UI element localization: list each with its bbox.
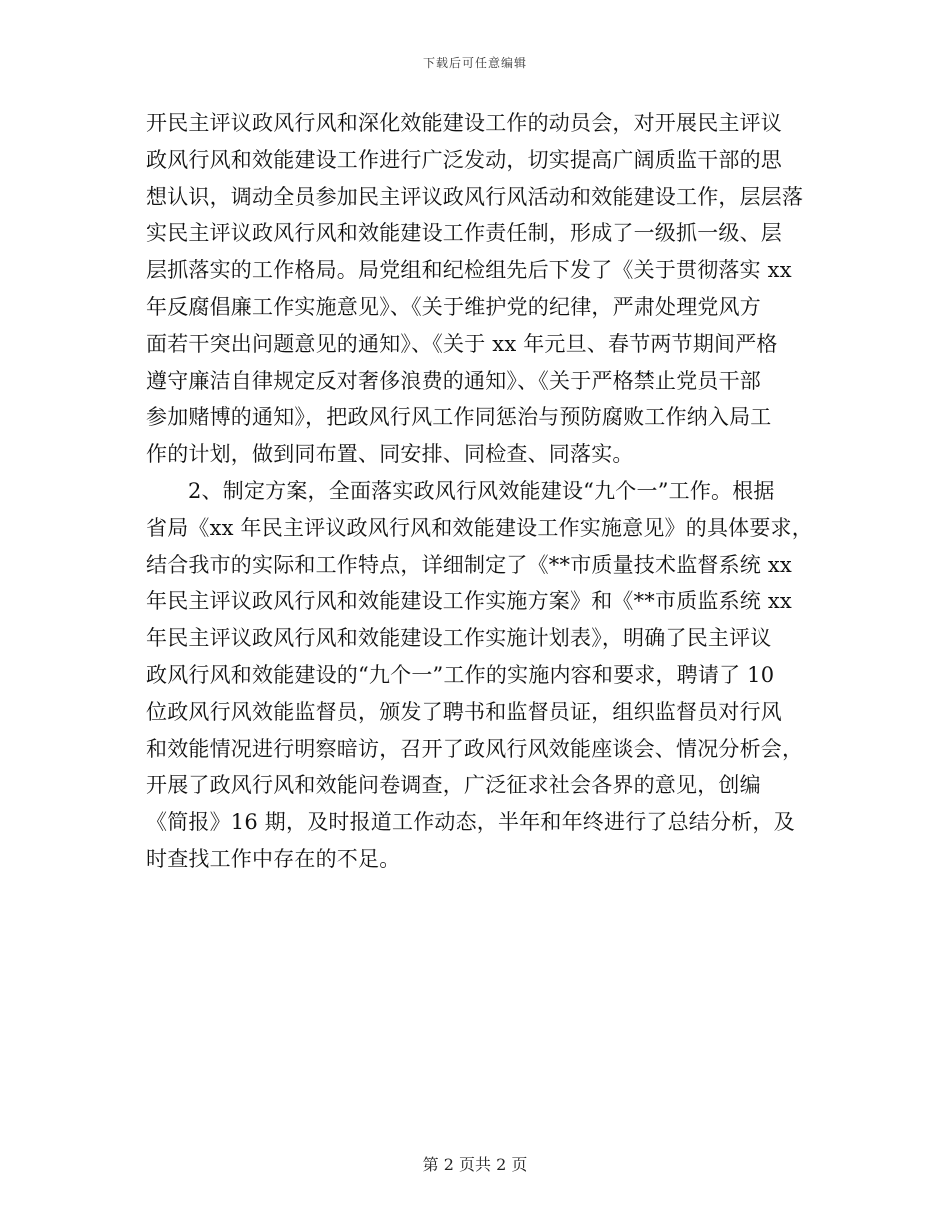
body-line: 年反腐倡廉工作实施意见》、《关于维护党的纪律，严肃处理党风方 xyxy=(146,294,761,319)
body-line: 遵守廉洁自律规定反对奢侈浪费的通知》、《关于严格禁止党员干部 xyxy=(146,368,761,393)
body-line: 面若干突出问题意见的通知》、《关于 xx 年元旦、春节两节期间严格 xyxy=(146,331,778,356)
body-line: 《简报》16 期，及时报道工作动态，半年和年终进行了总结分析，及 xyxy=(146,810,795,835)
body-line: 想认识，调动全员参加民主评议政风行风活动和效能建设工作，层层落 xyxy=(146,184,804,209)
body-line: 结合我市的实际和工作特点，详细制定了《**市质量技术监督系统 xx xyxy=(146,552,792,577)
document-body xyxy=(146,105,813,878)
body-line: 时查找工作中存在的不足。 xyxy=(146,846,401,871)
body-line: 政风行风和效能建设的“九个一”工作的实施内容和要求，聘请了 10 xyxy=(146,662,775,687)
body-line: 实民主评议政风行风和效能建设工作责任制，形成了一级抓一级、层 xyxy=(146,221,782,246)
body-line: 参加赌博的通知》，把政风行风工作同惩治与预防腐败工作纳入局工 xyxy=(146,405,772,430)
page-footer-number: 第 2 页共 2 页 xyxy=(422,1155,528,1174)
body-line: 年民主评议政风行风和效能建设工作实施计划表》，明确了民主评议 xyxy=(146,626,772,651)
page-header-note: 下载后可任意编辑 xyxy=(422,56,527,70)
body-line: 年民主评议政风行风和效能建设工作实施方案》和《**市质监系统 xx xyxy=(146,589,792,614)
body-line: 和效能情况进行明察暗访，召开了政风行风效能座谈会、情况分析会， xyxy=(146,736,804,761)
body-line: 政风行风和效能建设工作进行广泛发动，切实提高广阔质监干部的思 xyxy=(146,147,782,172)
body-line: 作的计划，做到同布置、同安排、同检查、同落实。 xyxy=(146,442,634,467)
body-line: 位政风行风效能监督员，颁发了聘书和监督员证，组织监督员对行风 xyxy=(146,699,782,724)
body-line: 开民主评议政风行风和深化效能建设工作的动员会，对开展民主评议 xyxy=(146,111,782,135)
paragraph-start-line: 2、制定方案，全面落实政风行风效能建设“九个一”工作。根据 xyxy=(188,478,775,503)
body-line: 省局《xx 年民主评议政风行风和效能建设工作实施意见》的具体要求， xyxy=(146,515,813,540)
body-line: 层抓落实的工作格局。局党组和纪检组先后下发了《关于贯彻落实 xx xyxy=(146,258,792,283)
body-line: 开展了政风行风和效能问卷调查，广泛征求社会各界的意见，创编 xyxy=(146,773,761,798)
